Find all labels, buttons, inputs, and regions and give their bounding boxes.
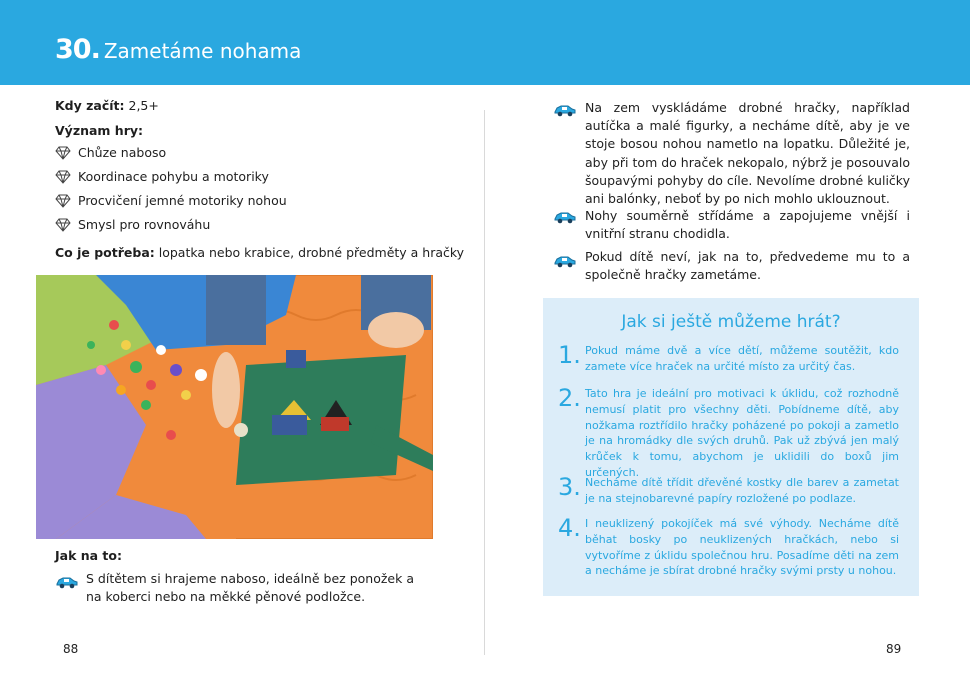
diamond-icon bbox=[55, 170, 71, 184]
activity-photo bbox=[36, 275, 433, 539]
meaning-label: Význam hry: bbox=[55, 123, 144, 138]
tip-text: Pokud máme dvě a více dětí, můžeme soutěžit, kdo zamete více hraček na určité místo za určitý čas. bbox=[585, 344, 899, 373]
needs-row bbox=[55, 245, 464, 260]
car-icon bbox=[553, 254, 577, 268]
tip-number: 4. bbox=[558, 514, 581, 542]
step-text: Na zem vyskládáme drobné hračky, například autíčka a malé figurky, a necháme dítě, aby je ve stoje bosou nohou nametlo na lopatku. Důležité je, aby při tom do hraček nekopalo, nýbrž je posouvalo šoupavými pohyby do cíle. Nevolíme drobné kuličky ani balónky, neboť by po nich mohlo uklouznout. bbox=[585, 100, 910, 207]
more-games-box bbox=[543, 298, 919, 596]
needs-value: lopatka nebo krabice, drobné předměty a hračky bbox=[154, 245, 465, 260]
age-value: 2,5+ bbox=[124, 98, 159, 113]
page-gutter bbox=[484, 110, 485, 655]
activity-number: 30. bbox=[55, 34, 100, 65]
benefit-item: Koordinace pohybu a motoriky bbox=[55, 169, 269, 184]
needs-label: Co je potřeba: bbox=[55, 245, 155, 260]
tip-number: 3. bbox=[558, 473, 581, 501]
page-number-right: 89 bbox=[886, 642, 902, 656]
benefit-item: Smysl pro rovnováhu bbox=[55, 217, 210, 232]
tip-text: Tato hra je ideální pro motivaci k úklidu, což rozhodně nemusí platit pro všechny děti. Pobídneme dítě, aby nožkama roztřídilo hračky poházené po pokoji a zametlo je na hromádky dle svých druhů. Pak už zbývá jen malý krůček k tomu, abychom je uklidili do boxů jim určených. bbox=[585, 387, 899, 479]
benefit-item: Procvičení jemné motoriky nohou bbox=[55, 193, 287, 208]
diamond-icon bbox=[55, 218, 71, 232]
activity-name: Zametáme nohama bbox=[103, 39, 302, 63]
diamond-icon bbox=[55, 146, 71, 160]
tip-number: 2. bbox=[558, 384, 581, 412]
tip-text: Necháme dítě třídit dřevěné kostky dle barev a zametat je na stejnobarevné papíry rozložené po podlaze. bbox=[585, 476, 899, 505]
tip-text: I neuklizený pokojíček má své výhody. Necháme dítě běhat bosky po neuklizených hračkách, nebo si vytvoříme z úklidu společnou hru. Posadíme děti na zem a necháme je sbírat drobné hračky svými prsty u nohou. bbox=[585, 517, 899, 578]
step-text: Nohy souměrně střídáme a zapojujeme vnější i vnitřní stranu chodidla. bbox=[585, 208, 910, 242]
activity-title bbox=[55, 34, 301, 65]
box-title: Jak si ještě můžeme hrát? bbox=[621, 312, 841, 332]
diamond-icon bbox=[55, 194, 71, 208]
car-icon bbox=[553, 210, 577, 224]
howto-label: Jak na to: bbox=[55, 548, 122, 563]
page-number-left: 88 bbox=[63, 642, 79, 656]
step-text: Pokud dítě neví, jak na to, předvedeme mu to a společně hračky zametáme. bbox=[585, 249, 910, 283]
car-icon bbox=[55, 575, 79, 589]
tip-number: 1. bbox=[558, 341, 581, 369]
car-icon bbox=[553, 103, 577, 117]
age-row bbox=[55, 98, 159, 113]
page-header bbox=[0, 0, 970, 85]
age-label: Kdy začít: bbox=[55, 98, 125, 113]
benefit-item: Chůze naboso bbox=[55, 145, 166, 160]
step-text: S dítětem si hrajeme naboso, ideálně bez ponožek a na koberci nebo na měkké pěnové podložce. bbox=[86, 571, 414, 604]
